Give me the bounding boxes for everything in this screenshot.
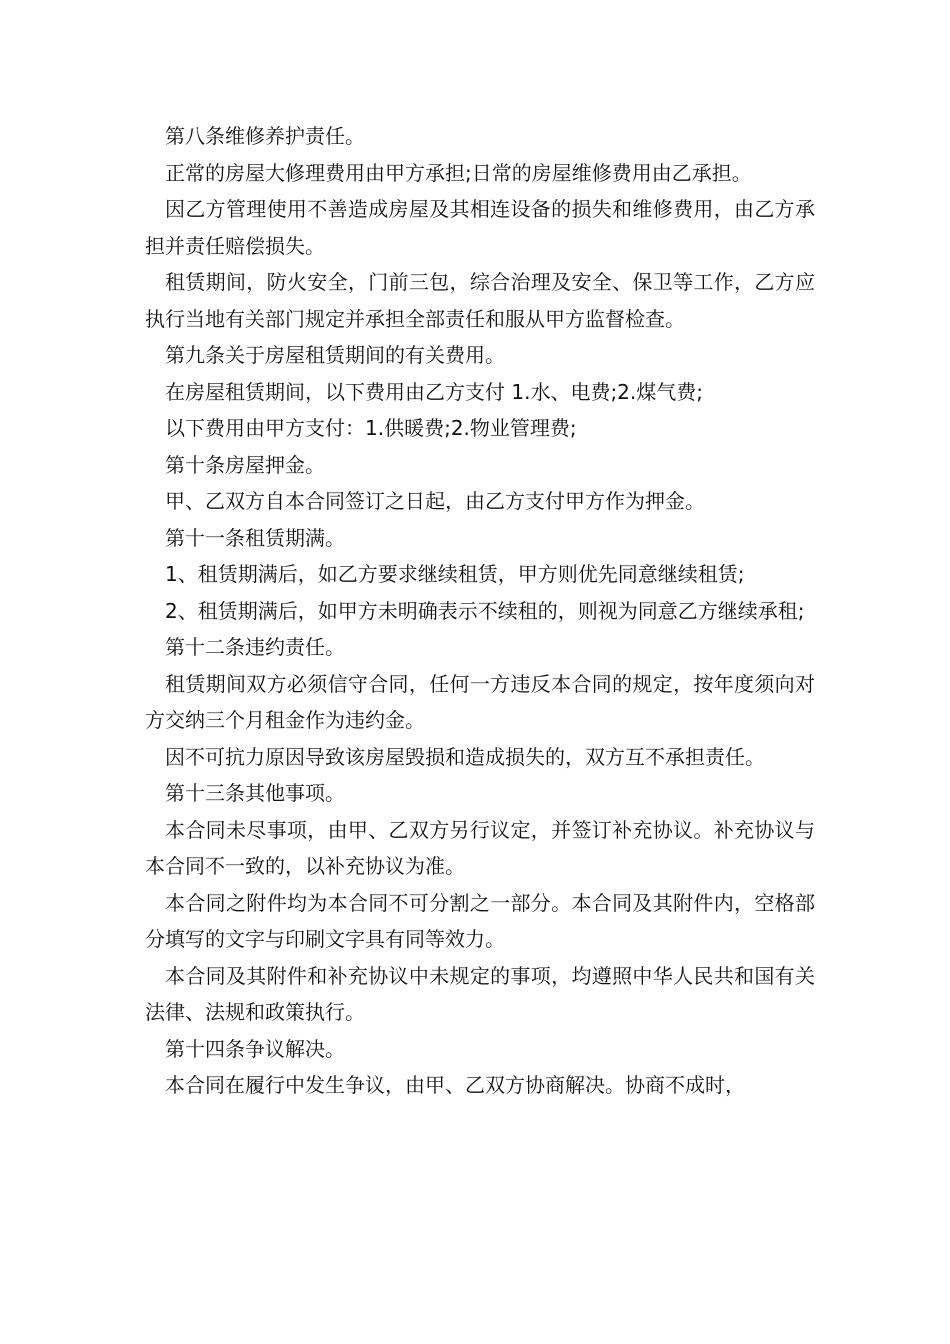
clause-12-heading: 第十二条违约责任。 (165, 635, 345, 659)
document-body (145, 118, 815, 1104)
clause-10-heading: 第十条房屋押金。 (165, 452, 325, 477)
list-item: 2、租赁期满后，如甲方未明确表示不续租的，则视为同意乙方继续承租; (165, 598, 805, 623)
paragraph: 以下费用由甲方支付：1.供暖费;2.物业管理费; (165, 416, 577, 440)
paragraph: 在房屋租赁期间，以下费用由乙方支付 1.水、电费;2.煤气费; (165, 379, 703, 404)
clause-8-heading: 第八条维修养护责任。 (165, 124, 365, 148)
paragraph: 本合同在履行中发生争议，由甲、乙双方协商解决。协商不成时， (165, 1073, 745, 1097)
paragraph: 因不可抗力原因导致该房屋毁损和造成损失的，双方互不承担责任。 (165, 744, 765, 769)
paragraph: 本合同之附件均为本合同不可分割之一部分。本合同及其附件内，空格部分填写的文字与印刷文字具有同等效力。 (145, 890, 815, 951)
clause-11-heading: 第十一条租赁期满。 (165, 525, 345, 550)
paragraph: 本合同及其附件和补充协议中未规定的事项，均遵照中华人民共和国有关法律、法规和政策执行。 (145, 963, 815, 1024)
clause-14-heading: 第十四条争议解决。 (165, 1036, 345, 1061)
clause-9-heading: 第九条关于房屋租赁期间的有关费用。 (165, 343, 505, 367)
paragraph: 租赁期间双方必须信守合同，任何一方违反本合同的规定，按年度须向对方交纳三个月租金作为违约金。 (145, 671, 815, 732)
paragraph: 甲、乙双方自本合同签订之日起，由乙方支付甲方作为押金。 (165, 489, 705, 513)
clause-13-heading: 第十三条其他事项。 (165, 781, 345, 805)
paragraph: 正常的房屋大修理费用由甲方承担;日常的房屋维修费用由乙承担。 (165, 160, 752, 185)
paragraph: 租赁期间，防火安全，门前三包，综合治理及安全、保卫等工作，乙方应执行当地有关部门规定并承担全部责任和服从甲方监督检查。 (145, 270, 815, 331)
paragraph: 本合同未尽事项，由甲、乙双方另行议定，并签订补充协议。补充协议与本合同不一致的，以补充协议为准。 (145, 817, 815, 878)
paragraph: 因乙方管理使用不善造成房屋及其相连设备的损失和维修费用，由乙方承担并责任赔偿损失。 (145, 197, 815, 258)
list-item: 1、租赁期满后，如乙方要求继续租赁，甲方则优先同意继续租赁; (165, 562, 745, 586)
